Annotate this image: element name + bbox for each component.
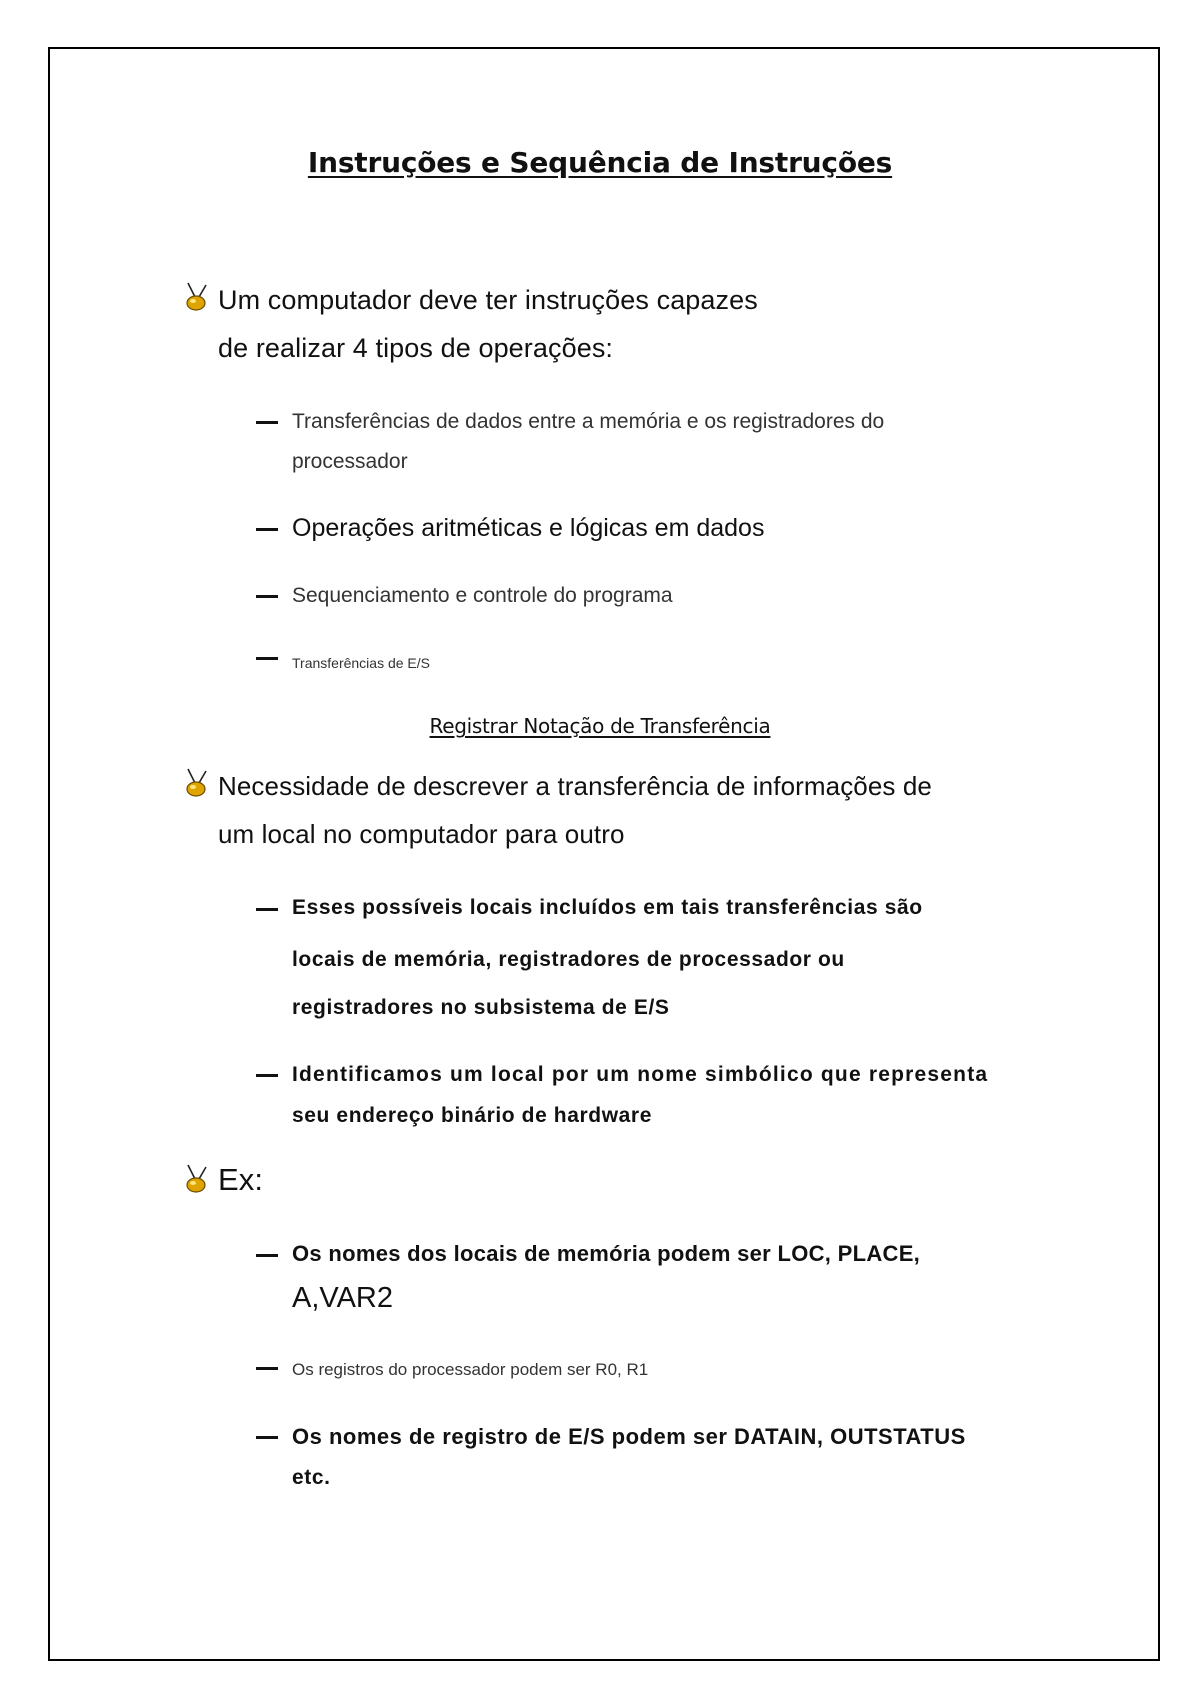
list-item-line: Sequenciamento e controle do programa	[292, 584, 673, 607]
list-item-line: registradores no subsistema de E/S	[292, 996, 670, 1019]
list-item-line: seu endereço binário de hardware	[292, 1104, 652, 1127]
section2-bullet-line2: um local no computador para outro	[218, 819, 625, 849]
dash-marker	[256, 1074, 278, 1077]
list-item-line: locais de memória, registradores de processador ou	[292, 948, 845, 971]
pushpin-bullet-icon	[182, 766, 214, 800]
list-item-line: Transferências de E/S	[292, 655, 430, 671]
section1-bullet-line1: Um computador deve ter instruções capazes	[218, 285, 758, 315]
list-item-line: etc.	[292, 1466, 331, 1489]
pushpin-bullet-icon	[182, 1162, 214, 1196]
section-subtitle: Registrar Notação de Transferência	[429, 714, 771, 738]
dash-marker	[256, 528, 278, 531]
dash-marker	[256, 1436, 278, 1439]
list-item-line: Os nomes dos locais de memória podem ser LOC, PLACE,	[292, 1241, 921, 1266]
dash-marker	[256, 595, 278, 598]
list-item-line: Esses possíveis locais incluídos em tais transferências são	[292, 896, 923, 919]
dash-marker	[256, 1367, 278, 1370]
list-item-line: processador	[292, 450, 408, 473]
section3-bullet-line1: Ex:	[218, 1162, 264, 1197]
page-title: Instruções e Sequência de Instruções	[307, 146, 893, 179]
list-item-line: Operações aritméticas e lógicas em dados	[292, 514, 765, 542]
dash-marker	[256, 421, 278, 424]
list-item-line: Os nomes de registro de E/S podem ser DATAIN, OUTSTATUS	[292, 1424, 966, 1449]
dash-marker	[256, 1254, 278, 1257]
list-item-line: Os registros do processador podem ser R0, R1	[292, 1360, 649, 1379]
list-item-line: Identificamos um local por um nome simbólico que representa	[292, 1063, 989, 1086]
section1-bullet-line2: de realizar 4 tipos de operações:	[218, 333, 614, 363]
dash-marker	[256, 657, 278, 660]
list-item-line: A,VAR2	[292, 1282, 394, 1314]
section2-bullet-line1: Necessidade de descrever a transferência de informações de	[218, 771, 932, 801]
pushpin-bullet-icon	[182, 280, 214, 314]
list-item-line: Transferências de dados entre a memória e os registradores do	[292, 410, 885, 433]
dash-marker	[256, 908, 278, 911]
